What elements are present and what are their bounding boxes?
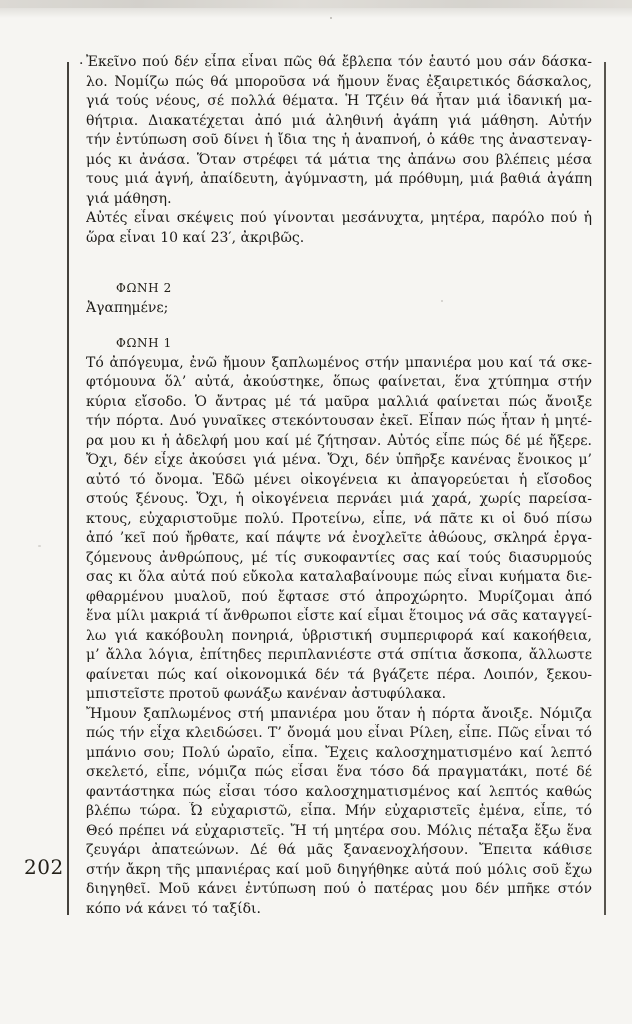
text-line: φτόμουνα ὅλ’ αὐτά, ἀκούστηκε, ὅπως φαίνεται, ἕνα χτύπημα στήν [86,374,592,390]
text-line: ἀπό ’κεῖ πού ἤρθατε, καί πάψτε νά ἐνοχλεῖτε ἀθώους, σκληρά ἐργα- [86,530,592,546]
text-line: ἕνα μίλι μακριά τί ἄνθρωποι εἶστε καί εἶμαι ἕτοιμος νά σᾶς καταγγεί- [86,608,592,624]
text-line: ρα μου κι ἡ ἀδελφή μου καί μέ ζήτησαν. Αὐτός εἶπε πώς δέ μέ ἤξερε. [86,432,592,449]
text-line: Ἤμουν ξαπλωμένος στή μπανιέρα μου ὅταν ἡ πόρτα ἄνοιξε. Νόμιζα [86,705,592,722]
text-line: φαντάστηκα πώς εἶσαι τόσο καλοσχηματισμένος καί λεπτός καθώς [86,783,592,800]
scan-edge-artifact [0,0,632,8]
text-line: μός κι ἀνάσα. Ὅταν στρέφει τά μάτια της ἀπάνω σου βλέπεις μέσα [86,151,592,168]
text-line: Ἀγαπημένε; [86,299,169,316]
paragraph-spacer [86,248,592,279]
text-line: στήν ἄκρη τῆς μπανιέρας καί μοῦ διηγήθηκε αὐτά πού μόλις σοῦ ἔχω [86,861,592,878]
text-line: κτους, εὐχαριστοῦμε πολύ. Προτείνω, εἶπε, νά πᾶτε κι οἱ δυό πίσω [86,510,592,527]
text-line: Αὐτές εἶναι σκέψεις πού γίνονται μεσάνυχτα, μητέρα, παρόλο πού ἡ [86,210,592,226]
text-line: μπιστεῖστε προτοῦ φωνάξω κανέναν ἀστυφύλακα. [86,686,447,702]
ink-dot-artifact: · [79,56,84,72]
text-line: αὐτό τό ὄνομα. Ἐδῶ μένει οἰκογένεια κι ἀπαγορεύεται ἡ εἴσοδος [86,471,592,488]
text-line: κύρια εἴσοδο. Ὁ ἄντρας μέ τά μαῦρα μαλλιά φαίνεται πώς ἄνοιξε [86,393,592,410]
text-line: μπάνιο σου; Πολύ ὡραῖο, εἶπα. Ἔχεις καλοσχηματισμένο καί λεπτό [86,744,592,761]
text-line: μ’ ἄλλα λόγια, ἐπίτηδες περιπλανιέστε στά σπίτια ἄσκοπα, ἄλλωστε [86,647,592,663]
text-line: τους μιά ἁγνή, ἀπαίδευτη, ἀγύμναστη, μά πρόθυμη, μιά βαθιά ἀγάπη [86,171,592,187]
paragraph [86,53,592,209]
text-line: Ἐκεῖνο πού δέν εἶπα εἶναι πῶς θά ἔβλεπα τόν ἑαυτό μου σάν δάσκα- [86,54,592,70]
text-line: κόπο νά κάνει τό ταξίδι. [86,900,261,917]
text-line: Ὄχι, δέν εἶχε ἀκούσει γιά μένα. Ὄχι, δέν ὑπῆρξε κανένας ἔνοικος μ’ [86,452,592,468]
text-line: στούς ξένους. Ὄχι, ἡ οἰκογένεια περνάει μιά χαρά, χωρίς παρείσα- [86,491,592,507]
text-line: ζόμενους ἀνθρώπους, μέ τίς συκοφαντίες σας καί τούς διασυρμούς [86,549,592,566]
voice-label: ΦΩΝΗ 1 [116,336,172,350]
text-line: λο. Νομίζω πώς θά μποροῦσα νά ἤμουν ἕνας ἐξαιρετικός δάσκαλος, [86,73,592,90]
text-line: φαίνεται πώς καί οἰκονομικά δέν τά βγάζετε πέρα. Λοιπόν, ξεκου- [86,666,592,683]
paragraph [86,299,592,319]
text-line: ζευγάρι ἀπατεώνων. Δέ θά μᾶς ξαναενοχλήσουν. Ἔπειτα κάθισε [86,842,592,858]
text-line: σκελετό, εἶπε, νόμιζα πώς εἶσαι ἕνα τόσο δά πραγματάκι, ποτέ δέ [86,764,592,780]
text-line: σας κι ὅλα αὐτά πού εὔκολα καταλαβαίνουμε πώς εἶναι κυήματα διε- [86,569,592,585]
scan-speck [38,545,41,547]
text-line: πώς τήν εἶχα κλειδώσει. Τ’ ὄνομά μου εἶναι Ρίλεη, εἶπε. Πῶς εἶναι τό [86,725,592,741]
text-line: τήν πόρτα. Δυό γυναῖκες στεκόντουσαν ἐκεῖ. Εἶπαν πώς ἦταν ἡ μητέ- [86,413,592,429]
right-margin-rule [604,62,606,915]
text-line: βλέπω τώρα. Ὦ εὐχαριστῶ, εἶπα. Μήν εὐχαριστεῖς ἐμένα, εἶπε, τό [86,803,592,819]
scan-speck [330,17,332,19]
text-line: φθαρμένου μυαλοῦ, πού ἔφτασε στό ἀπροχώρητο. Μυρίζομαι ἀπό [86,588,592,605]
scan-edge-shadow [0,8,632,18]
text-line: γιά μάθηση. [86,190,172,207]
paragraph-spacer [86,318,592,334]
text-line: λω γιά κακόβουλη πονηριά, ὑβριστική συμπεριφορά καί κακοήθεια, [86,627,592,644]
text-line: Θεό πρέπει νά εὐχαριστεῖς. Ἤ τή μητέρα σου. Μόλις πέταξα ἔξω ἕνα [86,822,592,839]
text-line: ὥρα εἶναι 10 καί 23′, ἀκριβῶς. [86,229,305,246]
paragraph [86,209,592,248]
text-line: Τό ἀπόγευμα, ἐνῶ ἤμουν ξαπλωμένος στήν μπανιέρα μου καί τά σκε- [86,354,592,371]
page-number: 202 [24,855,64,879]
text-line: γιά τούς νέους, σέ πολλά θέματα. Ἡ Τζέιν θά ἦταν μιά ἰδανική μα- [86,93,592,109]
text-line: θήτρια. Διακατέχεται ἀπό μιά ἀληθινή ἀγάπη γιά μάθηση. Αὐτήν [86,112,592,129]
text-line: τήν ἐντύπωση σοῦ δίνει ἡ ἴδια της ἡ ἀναπνοή, ὁ κάθε της ἀναστεναγ- [86,132,592,148]
paragraph [86,354,592,705]
text-line: διηγηθεῖ. Μοῦ κάνει ἐντύπωση πού ὁ πατέρας μου δέν μπῆκε στόν [86,881,592,897]
text-column [79,53,592,919]
paragraph [86,705,592,920]
left-margin-rule [67,62,69,915]
voice-label: ΦΩΝΗ 2 [116,281,172,295]
